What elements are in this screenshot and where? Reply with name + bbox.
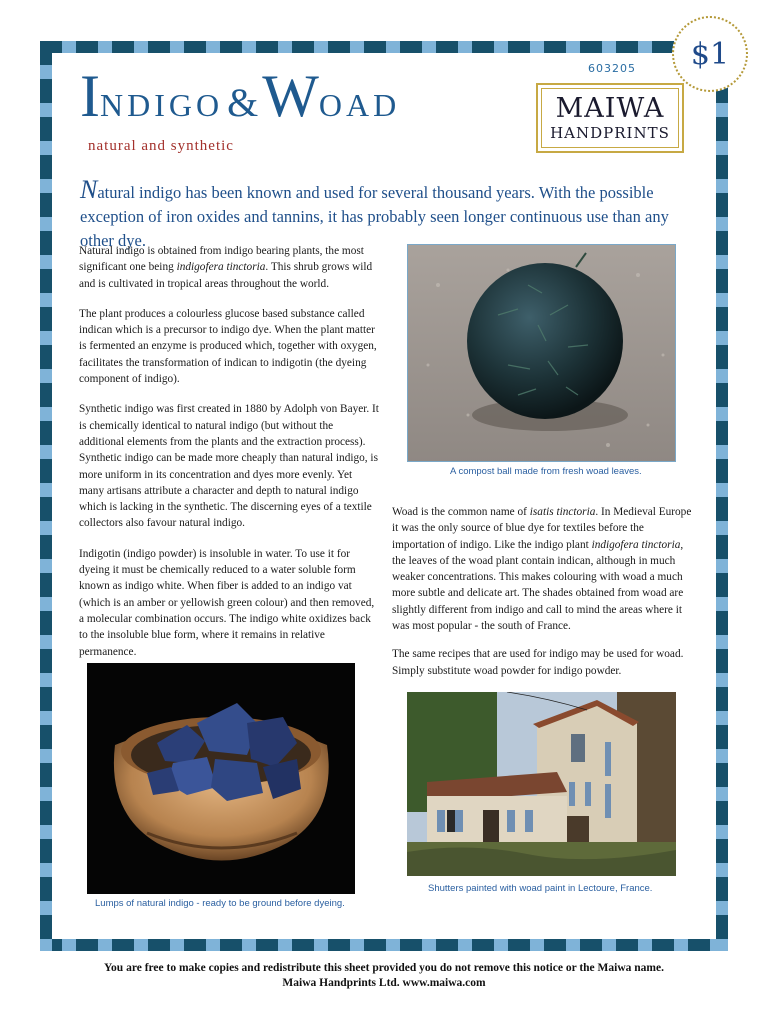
lectoure-house-photo: [407, 692, 676, 876]
title-ampersand: &: [227, 80, 259, 125]
maiwa-logo: [536, 83, 684, 153]
indigo-lumps-caption: Lumps of natural indigo - ready to be ground before dyeing.: [95, 898, 345, 909]
woad-paragraph-2: The same recipes that are used for indigo may be used for woad. Simply substitute woad powder for indigo powder.: [392, 648, 684, 677]
natural-indigo-lumps-photo: [87, 663, 355, 894]
page-subtitle: natural and synthetic: [88, 138, 234, 154]
logo-line-1: MAIWA: [555, 93, 665, 124]
left-column: [79, 243, 379, 674]
logo-line-2: HANDPRINTS: [550, 124, 670, 142]
lead-paragraph: [80, 175, 690, 253]
lead-text: atural indigo has been known and used for several thousand years. With the possible exception of iron oxides and tannins, it has probably seen longer continuous use than any other dye.: [80, 183, 669, 250]
title-initial-w: W: [262, 63, 319, 129]
right-column: [392, 504, 692, 691]
title-word-woad: OAD: [318, 87, 401, 123]
indigo-paragraph-2: The plant produces a colourless glucose based substance called indican which is a precursor to indigo dye. When the plant matter is fermented an enzyme is produced which, together with oxygen, facilitates the transformation of indican to indigotin (the dyeing component of indigo).: [79, 307, 377, 386]
price-badge: $1: [672, 16, 748, 92]
page-title: [80, 63, 500, 138]
page-footer: [0, 961, 768, 991]
footer-company-line: Maiwa Handprints Ltd. www.maiwa.com: [282, 977, 486, 989]
woad-compost-ball-photo: [407, 244, 676, 462]
page-border-left: [40, 41, 52, 951]
compost-ball-caption: A compost ball made from fresh woad leaves.: [450, 466, 642, 477]
page-border-right: [716, 41, 728, 951]
footer-copyright-notice: You are free to make copies and redistribute this sheet provided you do not remove this notice or the Maiwa name.: [104, 962, 664, 974]
woad-paragraph-1: Woad is the common name of isatis tinctoria. In Medieval Europe it was the only source of blue dye for textiles before the importation of indigo. Like the indigo plant indigofera tinctoria, the leaves of the woad plant contain indican, although in much weaker concentrations. This makes colouring with woad a much more subtle and delicate art. The shades obtained from woad are slightly different from indigo and call to mind the areas where it was most popular - the south of France.: [392, 506, 692, 633]
lead-initial: N: [80, 175, 98, 204]
title-word-indigo: NDIGO: [99, 87, 224, 123]
product-code: 603205: [588, 62, 636, 75]
indigo-paragraph-3: Synthetic indigo was first created in 1880 by Adolph von Bayer. It is chemically identical to natural indigo (but without the additional elements from the plants and the extraction process). Synthetic indigo can be made more cheaply than natural indigo, is more uniform in its concentration and dyes more evenly. Yet many artisans attribute a character and depth to natural indigo which is lacking in the synthetic. The discerning eyes of a textile collectors also favour natural indigo.: [79, 403, 379, 530]
indigo-paragraph-1: Natural indigo is obtained from indigo bearing plants, the most significant one being indigofera tinctoria. This shrub grows wild and is cultivated in tropical areas throughout the world.: [79, 245, 373, 290]
house-caption: Shutters painted with woad paint in Lectoure, France.: [428, 883, 653, 894]
indigo-paragraph-4: Indigotin (indigo powder) is insoluble in water. To use it for dyeing it must be chemically reduced to a water soluble form known as indigo white. When fiber is added to an indigo vat (which is an amber or yellowish green colour) and then removed, a molecular combination occurs. The indigo white oxidizes back to the insoluble blue form, where it remains in relative permanence.: [79, 547, 375, 658]
title-initial-i: I: [80, 63, 100, 129]
